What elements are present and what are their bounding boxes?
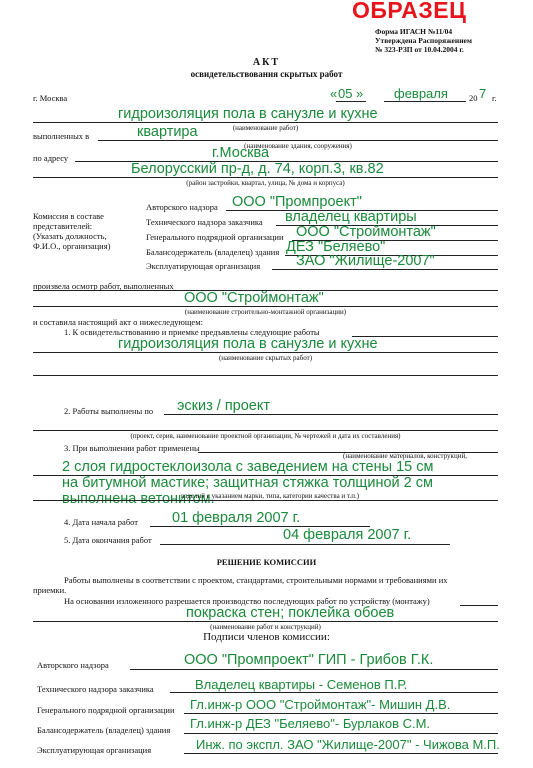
decision-text-1: Работы выполнены в соответствии с проектом, стандартами, строительными нормами и требованиями их bbox=[64, 575, 448, 585]
date-year-end: г. bbox=[492, 93, 497, 103]
address-caption: (район застройки, квартал, улица, № дома и корпуса) bbox=[186, 179, 345, 187]
form-approval: Утверждена Распоряжением bbox=[375, 36, 472, 45]
commission-row-label: Эксплуатирующая организация bbox=[146, 261, 261, 271]
item4-label: 4. Дата начала работ bbox=[64, 517, 139, 527]
item5-label: 5. Дата окончания работ bbox=[64, 535, 152, 545]
commission-label-2: представителей: bbox=[33, 221, 93, 231]
signature-row-label: Эксплуатирующая организация bbox=[37, 745, 152, 755]
work-caption: (наименование работ) bbox=[232, 124, 299, 132]
item3-line2: на битумной мастике; защитная стяжка толщиной 2 см bbox=[62, 475, 433, 491]
item3-line3: выполнена ветонитом. bbox=[62, 491, 215, 507]
item2-value: эскиз / проект bbox=[177, 398, 271, 414]
date-year-suffix: 7 bbox=[479, 86, 487, 101]
date-year-prefix: 20 bbox=[469, 93, 478, 103]
date-day: 05 bbox=[338, 86, 353, 101]
signature-row-value: Гл.инж-р ДЕЗ "Беляево"- Бурлаков С.М. bbox=[190, 716, 431, 731]
commission-row-value: владелец квартиры bbox=[285, 209, 417, 225]
commission-row-label: Технического надзора заказчика bbox=[146, 217, 263, 227]
item1-caption: (наименование скрытых работ) bbox=[218, 354, 313, 362]
item3-caption-top: (наименование материалов, конструкций, bbox=[343, 452, 467, 460]
item2-caption: (проект, серия, наименование проектной организации, № чертежей и дата их составления) bbox=[130, 432, 401, 440]
inspection-caption: (наименование строительно-монтажной организации) bbox=[184, 308, 347, 316]
signature-row-label: Авторского надзора bbox=[37, 660, 109, 670]
item1-value: гидроизоляция пола в санузле и кухне bbox=[118, 336, 378, 352]
item2-label: 2. Работы выполнены по bbox=[64, 406, 154, 416]
form-order: № 323-РЗП от 10.04.2004 г. bbox=[375, 45, 464, 54]
address-city: г.Москва bbox=[212, 145, 270, 161]
item1-label: 1. К освидетельствованию и приемке предъявлены следующие работы bbox=[64, 327, 320, 337]
decision-text-2: приемки. bbox=[33, 585, 67, 595]
city-label: г. Москва bbox=[33, 93, 68, 103]
commission-row-value: ДЕЗ "Беляево" bbox=[286, 239, 386, 255]
signature-row-label: Генерального подрядной организации bbox=[37, 705, 175, 715]
address-label: по адресу bbox=[33, 153, 69, 163]
decision-caption: (наименование работ и конструкций) bbox=[210, 623, 321, 631]
item3-line1: 2 слоя гидростеклоизола с заведением на стены 15 см bbox=[62, 459, 434, 475]
decision-title: РЕШЕНИЕ КОМИССИИ bbox=[216, 557, 317, 567]
act-subtitle: освидетельствования скрытых работ bbox=[190, 69, 343, 79]
date-open-quote: « bbox=[330, 86, 338, 101]
act-title: АКТ bbox=[252, 57, 281, 68]
inspection-label: произвела осмотр работ, выполненных bbox=[33, 281, 174, 291]
item5-value: 04 февраля 2007 г. bbox=[283, 527, 412, 543]
commission-row-label: Генерального подрядной организации bbox=[146, 232, 284, 242]
commission-label-1: Комиссия в составе bbox=[33, 211, 104, 221]
performed-label: выполненных в bbox=[33, 131, 90, 141]
commission-label-3: (Указать должность, bbox=[33, 231, 107, 241]
signature-row-value: Инж. по экспл. ЗАО "Жилище-2007" - Чижова М.П. bbox=[196, 737, 500, 752]
work-value: гидроизоляция пола в санузле и кухне bbox=[118, 106, 378, 122]
address-street: Белорусский пр-д, д. 74, корп.3, кв.82 bbox=[131, 161, 384, 177]
act-intro: и составила настоящий акт о нижеследующем: bbox=[33, 317, 203, 327]
decision-value: покраска стен; поклейка обоев bbox=[186, 605, 395, 621]
commission-row-value: ООО "Строймонтаж" bbox=[296, 224, 436, 240]
item3-caption-bottom: изделий с указанием марки, типа, категории качества и т.п.) bbox=[180, 492, 360, 500]
item4-value: 01 февраля 2007 г. bbox=[172, 510, 301, 526]
inspection-value: ООО "Строймонтаж" bbox=[184, 290, 324, 306]
commission-row-label: Авторского надзора bbox=[146, 202, 218, 212]
item3-label: 3. При выполнении работ применены bbox=[64, 443, 200, 453]
form-number: Форма ИГАСН №11/04 bbox=[375, 27, 453, 36]
sample-stamp: ОБРАЗЕЦ bbox=[352, 0, 467, 23]
performed-value: квартира bbox=[137, 124, 198, 140]
date-month: февраля bbox=[394, 86, 448, 101]
decision-text-3: На основании изложенного разрешается производство последующих работ по устройству (монтажу) bbox=[64, 596, 430, 606]
commission-row-label: Балансодержатель (владелец) здания bbox=[146, 247, 280, 257]
signature-row-label: Технического надзора заказчика bbox=[37, 684, 154, 694]
date-close-quote: » bbox=[356, 86, 364, 101]
signature-row-value: ООО "Промпроект" ГИП - Грибов Г.К. bbox=[184, 652, 434, 668]
commission-row-value: ООО "Промпроект" bbox=[232, 194, 362, 210]
signature-row-label: Балансодержатель (владелец) здания bbox=[37, 725, 171, 735]
commission-label-4: Ф.И.О., организация) bbox=[33, 241, 111, 251]
signature-row-value: Владелец квартиры - Семенов П.Р. bbox=[195, 677, 408, 692]
signature-row-value: Гл.инж-р ООО "Строймонтаж"- Мишин Д.В. bbox=[190, 697, 451, 712]
signatures-title: Подписи членов комиссии: bbox=[203, 631, 330, 643]
performed-caption: (наименование здания, сооружения) bbox=[244, 142, 352, 150]
commission-row-value: ЗАО "Жилище-2007" bbox=[296, 253, 435, 269]
